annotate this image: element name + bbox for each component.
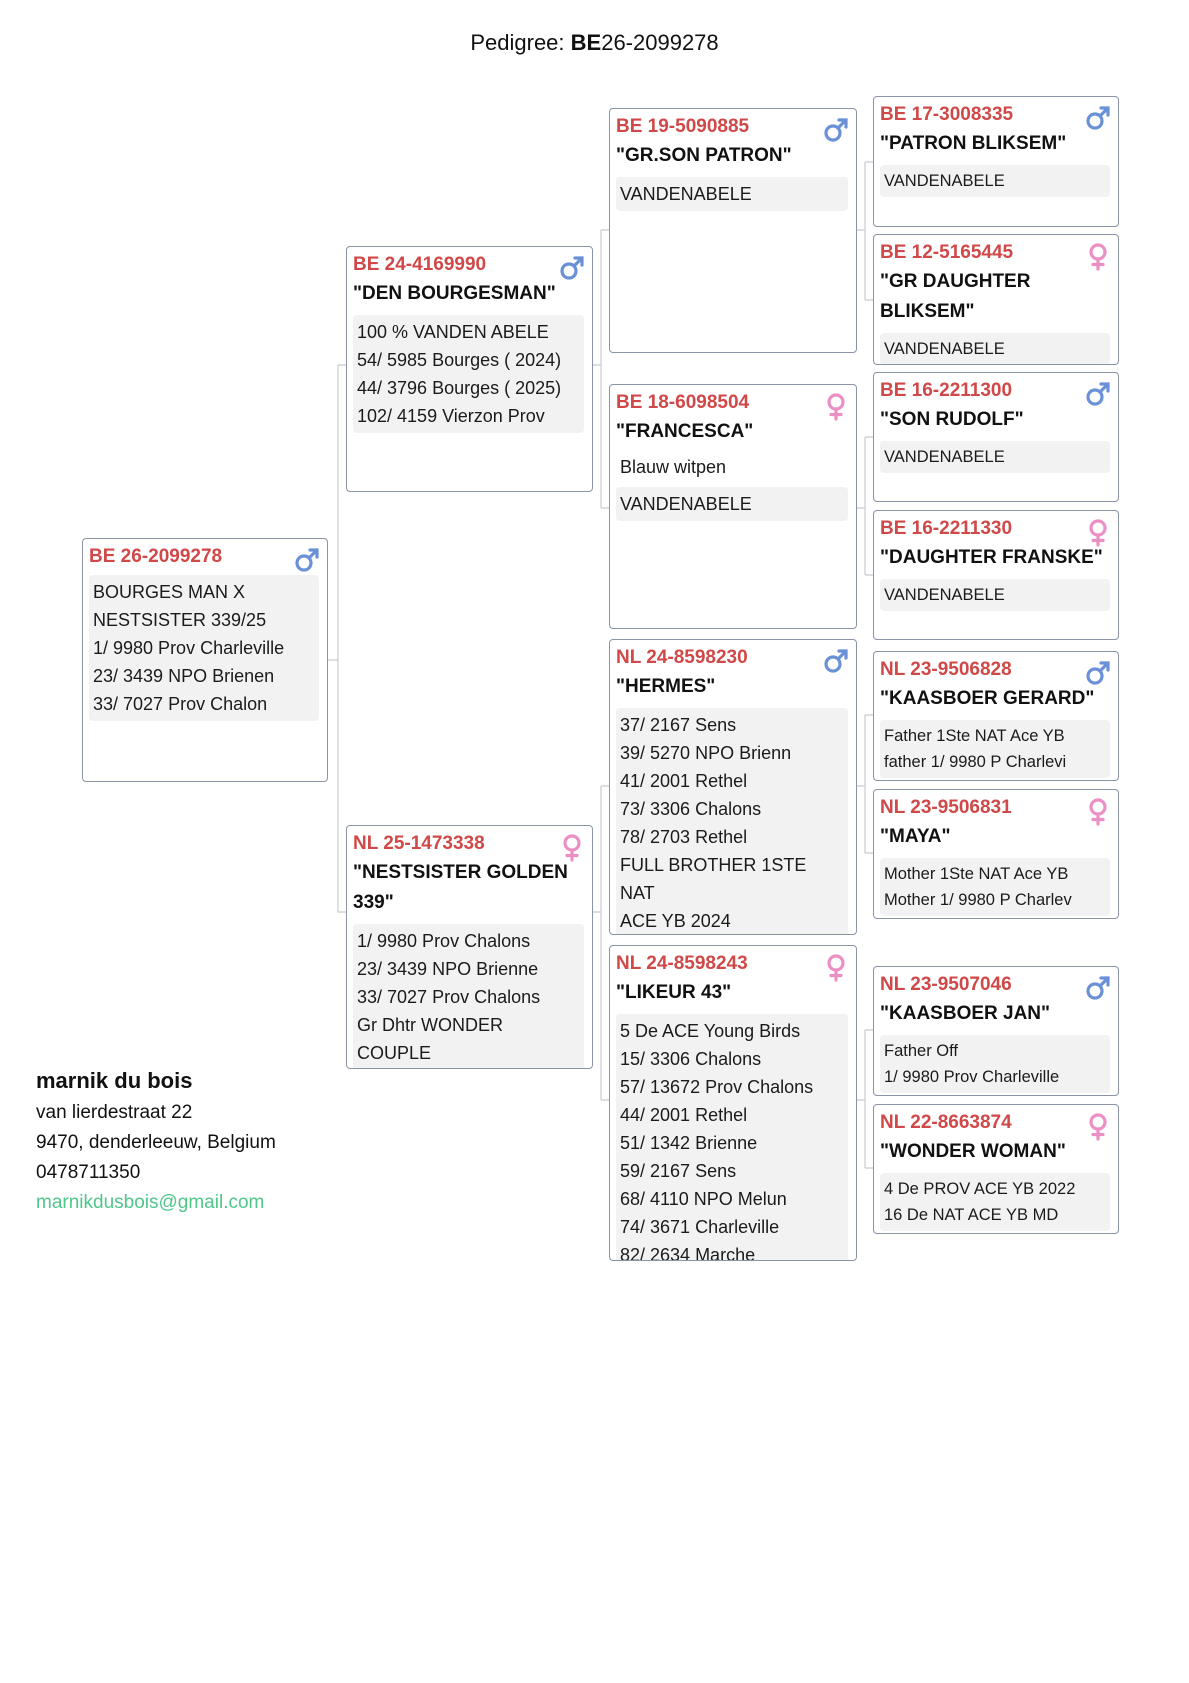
info-line: 5 De ACE Young Birds <box>620 1021 801 1041</box>
info-line: 102/ 4159 Vierzon Prov <box>357 406 545 426</box>
great-grandparent-card-sss[interactable] <box>873 96 1119 227</box>
pigeon-name: "KAASBOER JAN" <box>880 1003 1051 1024</box>
info-line: 51/ 1342 Brienne <box>620 1133 758 1153</box>
info-box <box>353 924 584 1069</box>
info-box <box>616 487 848 521</box>
female-icon <box>822 391 850 421</box>
info-line: 1/ 9980 Prov Charleville <box>93 638 285 658</box>
ring-number: BE 16-2211330 <box>880 518 1013 539</box>
info-line: VANDENABELE <box>884 172 1005 190</box>
owner-name: marnik du bois <box>36 1068 193 1093</box>
ring-number: BE 16-2211300 <box>880 380 1013 401</box>
info-line: 59/ 2167 Sens <box>620 1161 737 1181</box>
pigeon-color: Blauw witpen <box>620 457 727 477</box>
info-box <box>880 1173 1110 1231</box>
pigeon-name: "HERMES" <box>616 676 716 697</box>
info-line: NESTSISTER 339/25 <box>93 610 267 630</box>
ring-number: NL 23-9507046 <box>880 974 1012 995</box>
female-icon <box>558 832 586 862</box>
ring-number: NL 22-8663874 <box>880 1112 1012 1133</box>
pigeon-name: "KAASBOER GERARD" <box>880 688 1095 709</box>
ring-number: BE 24-4169990 <box>353 254 487 275</box>
male-icon <box>293 545 321 575</box>
granddam-dam-side-card[interactable] <box>609 945 857 1261</box>
info-line: 16 De NAT ACE YB MD <box>884 1206 1059 1224</box>
info-line: 1/ 9980 Prov Chalons <box>357 931 531 951</box>
info-line: Mother 1/ 9980 P Charlev <box>884 891 1072 909</box>
info-line: 23/ 3439 NPO Brienen <box>93 666 275 686</box>
info-line: 54/ 5985 Bourges ( 2024) <box>357 350 562 370</box>
title-country: BE <box>570 30 602 55</box>
grandsire-dam-side-card[interactable] <box>609 639 857 935</box>
info-line: 57/ 13672 Prov Chalons <box>620 1077 814 1097</box>
info-box <box>880 333 1110 365</box>
great-grandparent-card-dds[interactable] <box>873 966 1119 1096</box>
pigeon-name: "LIKEUR 43" <box>616 982 732 1003</box>
info-line: Mother 1Ste NAT Ace YB <box>884 865 1069 883</box>
great-grandparent-card-sdd[interactable] <box>873 510 1119 640</box>
dam-card[interactable] <box>346 825 593 1069</box>
male-icon <box>558 253 586 283</box>
female-icon <box>1084 241 1112 271</box>
granddam-sire-side-card[interactable] <box>609 384 857 629</box>
info-line: NAT <box>620 883 655 903</box>
pigeon-name: "DAUGHTER FRANSKE" <box>880 547 1103 568</box>
owner-phone: 0478711350 <box>36 1162 141 1183</box>
ring-number: NL 24-8598243 <box>616 953 748 974</box>
info-box <box>616 1014 848 1261</box>
pigeon-name: "FRANCESCA" <box>616 421 754 442</box>
pigeon-name: "PATRON BLIKSEM" <box>880 133 1067 154</box>
info-line: 73/ 3306 Chalons <box>620 799 762 819</box>
info-line: 37/ 2167 Sens <box>620 715 737 735</box>
info-box <box>880 1035 1110 1093</box>
ring-number: BE 17-3008335 <box>880 104 1014 125</box>
ring-number: NL 23-9506828 <box>880 659 1012 680</box>
ring-number: BE 19-5090885 <box>616 116 750 137</box>
info-line: 1/ 9980 Prov Charleville <box>884 1068 1060 1086</box>
ring-number: NL 25-1473338 <box>353 833 485 854</box>
info-line: 44/ 2001 Rethel <box>620 1105 748 1125</box>
grandsire-sire-side-card[interactable] <box>609 108 857 353</box>
info-line: VANDENABELE <box>620 494 752 514</box>
info-line: ACE YB 2024 <box>620 911 731 931</box>
great-grandparent-card-dss[interactable] <box>873 651 1119 781</box>
owner-city: 9470, denderleeuw, Belgium <box>36 1132 276 1153</box>
info-line: Father Off <box>884 1042 958 1060</box>
great-grandparent-card-dsd[interactable] <box>873 789 1119 919</box>
info-box <box>616 708 848 935</box>
male-icon <box>1084 973 1112 1003</box>
info-box <box>880 441 1110 473</box>
owner-contact <box>36 1064 276 1218</box>
female-icon <box>1084 517 1112 547</box>
subject-card[interactable] <box>82 538 328 782</box>
info-line: 33/ 7027 Prov Chalon <box>93 694 268 714</box>
male-icon <box>822 115 850 145</box>
info-box <box>880 858 1110 916</box>
info-line: Gr Dhtr WONDER <box>357 1015 503 1035</box>
ring-number: BE 26-2099278 <box>89 546 223 567</box>
pigeon-name: "MAYA" <box>880 826 951 847</box>
info-line: 44/ 3796 Bourges ( 2025) <box>357 378 562 398</box>
info-line: father 1/ 9980 P Charlevi <box>884 753 1067 771</box>
owner-street: van lierdestraat 22 <box>36 1102 193 1123</box>
ring-number: NL 23-9506831 <box>880 797 1012 818</box>
ring-number: NL 24-8598230 <box>616 647 748 668</box>
ring-number: BE 18-6098504 <box>616 392 750 413</box>
info-line: VANDENABELE <box>884 586 1005 604</box>
info-line: COUPLE <box>357 1043 432 1063</box>
info-line: 78/ 2703 Rethel <box>620 827 748 847</box>
title-prefix: Pedigree: <box>470 30 571 55</box>
info-line: 68/ 4110 NPO Melun <box>620 1189 787 1209</box>
info-line: VANDENABELE <box>884 448 1005 466</box>
info-box <box>880 720 1110 778</box>
info-line: 4 De PROV ACE YB 2022 <box>884 1180 1076 1198</box>
info-line: 74/ 3671 Charleville <box>620 1217 780 1237</box>
great-grandparent-card-ssd[interactable] <box>873 234 1119 365</box>
info-line: FULL BROTHER 1STE <box>620 855 807 875</box>
info-line: VANDENABELE <box>884 340 1005 358</box>
pigeon-name: "GR.SON PATRON" <box>616 145 792 166</box>
owner-email-link[interactable]: marnikdusbois@gmail.com <box>36 1192 265 1213</box>
pigeon-name: "WONDER WOMAN" <box>880 1141 1066 1162</box>
info-line: 41/ 2001 Rethel <box>620 771 748 791</box>
color-text <box>616 453 848 481</box>
info-line: 39/ 5270 NPO Brienn <box>620 743 792 763</box>
male-icon <box>822 646 850 676</box>
info-box <box>89 575 319 721</box>
great-grandparent-card-sds[interactable] <box>873 372 1119 502</box>
great-grandparent-card-ddd[interactable] <box>873 1104 1119 1234</box>
pigeon-name: "NESTSISTER GOLDEN 339" <box>353 862 568 913</box>
info-line: VANDENABELE <box>620 184 752 204</box>
info-line: Father 1Ste NAT Ace YB <box>884 727 1065 745</box>
male-icon <box>1084 103 1112 133</box>
info-line: 100 % VANDEN ABELE <box>357 322 549 342</box>
title-number: 26-2099278 <box>601 30 719 55</box>
info-box <box>353 315 584 433</box>
pigeon-name: "GR DAUGHTER BLIKSEM" <box>880 271 1031 322</box>
pigeon-name: "SON RUDOLF" <box>880 409 1024 430</box>
info-box <box>880 165 1110 197</box>
info-box <box>616 177 848 211</box>
info-line: 33/ 7027 Prov Chalons <box>357 987 541 1007</box>
male-icon <box>1084 379 1112 409</box>
info-box <box>880 579 1110 611</box>
info-line: 82/ 2634 Marche <box>620 1245 756 1261</box>
ring-number: BE 12-5165445 <box>880 242 1014 263</box>
female-icon <box>822 952 850 982</box>
info-line: 23/ 3439 NPO Brienne <box>357 959 539 979</box>
male-icon <box>1084 658 1112 688</box>
sire-card[interactable] <box>346 246 593 492</box>
pigeon-name: "DEN BOURGESMAN" <box>353 283 556 304</box>
info-line: BOURGES MAN X <box>93 582 246 602</box>
info-line: 15/ 3306 Chalons <box>620 1049 762 1069</box>
female-icon <box>1084 796 1112 826</box>
female-icon <box>1084 1111 1112 1141</box>
